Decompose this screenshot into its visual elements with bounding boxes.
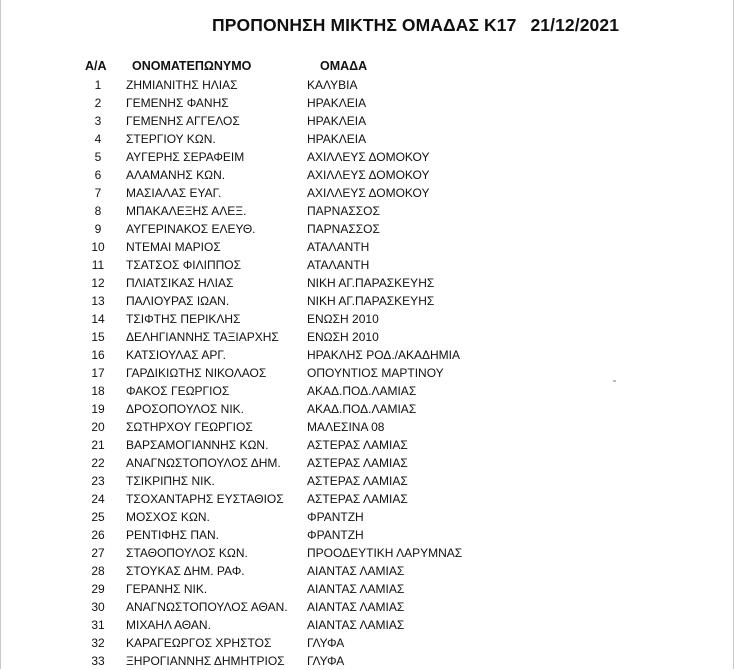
- row-number: 8: [94, 204, 102, 218]
- table-header: [0, 59, 734, 75]
- row-number: 11: [91, 258, 105, 272]
- team-name: ΓΛΥΦΑ: [307, 654, 345, 668]
- table-row: [0, 454, 734, 472]
- title-text: ΠΡΟΠΟΝΗΣΗ ΜΙΚΤΗΣ ΟΜΑΔΑΣ Κ17: [212, 15, 517, 35]
- table-row: [0, 634, 734, 652]
- table-row: [0, 598, 734, 616]
- table-row: [0, 544, 734, 562]
- scan-speck: [613, 380, 616, 382]
- team-name: ΑΚΑΔ.ΠΟΔ.ΛΑΜΙΑΣ: [307, 384, 417, 398]
- team-name: ΑΣΤΕΡΑΣ ΛΑΜΙΑΣ: [307, 492, 408, 506]
- row-number: 24: [91, 492, 105, 506]
- page-title: [212, 15, 619, 36]
- player-name: ΔΡΟΣΟΠΟΥΛΟΣ ΝΙΚ.: [126, 402, 245, 416]
- team-name: ΑΣΤΕΡΑΣ ΛΑΜΙΑΣ: [307, 438, 408, 452]
- table-row: [0, 508, 734, 526]
- row-number: 12: [91, 276, 105, 290]
- row-number: 16: [91, 348, 105, 362]
- player-name: ΦΑΚΟΣ ΓΕΩΡΓΙΟΣ: [126, 384, 230, 398]
- table-row: [0, 184, 734, 202]
- table-row: [0, 148, 734, 166]
- table-row: [0, 400, 734, 418]
- player-name: ΚΑΤΣΙΟΥΛΑΣ ΑΡΓ.: [126, 348, 227, 362]
- player-name: ΜΟΣΧΟΣ ΚΩΝ.: [126, 510, 210, 524]
- table-row: [0, 256, 734, 274]
- player-name: ΜΑΣΙΑΛΑΣ ΕΥΑΓ.: [126, 186, 222, 200]
- table-row: [0, 112, 734, 130]
- player-name: ΓΑΡΔΙΚΙΩΤΗΣ ΝΙΚΟΛΑΟΣ: [126, 366, 267, 380]
- row-number: 7: [94, 186, 102, 200]
- player-name: ΓΕΜΕΝΗΣ ΑΓΓΕΛΟΣ: [126, 114, 240, 128]
- row-number: 2: [94, 96, 102, 110]
- player-name: ΔΕΛΗΓΙΑΝΝΗΣ ΤΑΞΙΑΡΧΗΣ: [126, 330, 279, 344]
- table-row: [0, 652, 734, 670]
- row-number: 17: [91, 366, 105, 380]
- row-number: 33: [91, 654, 105, 668]
- team-name: ΠΑΡΝΑΣΣΟΣ: [307, 222, 380, 236]
- player-name: ΣΩΤΗΡΧΟΥ ΓΕΩΡΓΙΟΣ: [126, 420, 253, 434]
- team-name: ΗΡΑΚΛΕΙΑ: [307, 132, 367, 146]
- table-row: [0, 202, 734, 220]
- player-name: ΑΛΑΜΑΝΗΣ ΚΩΝ.: [126, 168, 226, 182]
- table-row: [0, 580, 734, 598]
- row-number: 23: [91, 474, 105, 488]
- player-name: ΓΕΜΕΝΗΣ ΦΑΝΗΣ: [126, 96, 229, 110]
- row-number: 4: [94, 132, 102, 146]
- team-name: ΦΡΑΝΤΖΗ: [307, 510, 364, 524]
- row-number: 5: [94, 150, 102, 164]
- table-row: [0, 238, 734, 256]
- team-name: ΑΙΑΝΤΑΣ ΛΑΜΙΑΣ: [307, 618, 405, 632]
- team-name: ΑΣΤΕΡΑΣ ΛΑΜΙΑΣ: [307, 456, 408, 470]
- row-number: 20: [91, 420, 105, 434]
- player-name: ΞΗΡΟΓΙΑΝΝΗΣ ΔΗΜΗΤΡΙΟΣ: [126, 654, 285, 668]
- table-row: [0, 292, 734, 310]
- table-row: [0, 166, 734, 184]
- row-number: 10: [91, 240, 105, 254]
- row-number: 9: [94, 222, 102, 236]
- team-name: ΑΤΑΛΑΝΤΗ: [307, 240, 370, 254]
- row-number: 29: [91, 582, 105, 596]
- row-number: 19: [91, 402, 105, 416]
- table-row: [0, 526, 734, 544]
- row-number: 13: [91, 294, 105, 308]
- player-name: ΒΑΡΣΑΜΟΓΙΑΝΝΗΣ ΚΩΝ.: [126, 438, 269, 452]
- player-name: ΤΣΑΤΣΟΣ ΦΙΛΙΠΠΟΣ: [126, 258, 242, 272]
- team-name: ΑΧΙΛΛΕΥΣ ΔΟΜΟΚΟΥ: [307, 150, 430, 164]
- table-row: [0, 382, 734, 400]
- table-row: [0, 346, 734, 364]
- player-name: ΓΕΡΑΝΗΣ ΝΙΚ.: [126, 582, 208, 596]
- team-name: ΑΙΑΝΤΑΣ ΛΑΜΙΑΣ: [307, 582, 405, 596]
- player-name: ΣΤΕΡΓΙΟΥ ΚΩΝ.: [126, 132, 216, 146]
- row-number: 14: [91, 312, 105, 326]
- team-name: ΑΚΑΔ.ΠΟΔ.ΛΑΜΙΑΣ: [307, 402, 417, 416]
- team-name: ΑΙΑΝΤΑΣ ΛΑΜΙΑΣ: [307, 600, 405, 614]
- player-name: ΑΥΓΕΡΙΝΑΚΟΣ ΕΛΕΥΘ.: [126, 222, 256, 236]
- row-number: 1: [94, 78, 102, 92]
- team-name: ΜΑΛΕΣΙΝΑ 08: [307, 420, 385, 434]
- team-name: ΝΙΚΗ ΑΓ.ΠΑΡΑΣΚΕΥΗΣ: [307, 294, 435, 308]
- row-number: 22: [91, 456, 105, 470]
- table-row: [0, 328, 734, 346]
- player-name: ΤΣΟΧΑΝΤΑΡΗΣ ΕΥΣΤΑΘΙΟΣ: [126, 492, 284, 506]
- team-name: ΗΡΑΚΛΗΣ ΡΟΔ./ΑΚΑΔΗΜΙΑ: [307, 348, 461, 362]
- header-team: ΟΜΑΔΑ: [320, 59, 368, 73]
- table-row: [0, 310, 734, 328]
- row-number: 30: [91, 600, 105, 614]
- row-number: 26: [91, 528, 105, 542]
- player-name: ΚΑΡΑΓΕΩΡΓΟΣ ΧΡΗΣΤΟΣ: [126, 636, 272, 650]
- player-name: ΠΑΛΙΟΥΡΑΣ ΙΩΑΝ.: [126, 294, 230, 308]
- team-name: ΠΡΟΟΔΕΥΤΙΚΗ ΛΑΡΥΜΝΑΣ: [307, 546, 463, 560]
- table-row: [0, 436, 734, 454]
- table-row: [0, 274, 734, 292]
- player-name: ΣΤΑΘΟΠΟΥΛΟΣ ΚΩΝ.: [126, 546, 248, 560]
- team-name: ΓΛΥΦΑ: [307, 636, 345, 650]
- player-name: ΤΣΙΚΡΙΠΗΣ ΝΙΚ.: [126, 474, 215, 488]
- table-row: [0, 220, 734, 238]
- team-name: ΚΑΛΥΒΙΑ: [307, 78, 358, 92]
- row-number: 21: [91, 438, 105, 452]
- table-row: [0, 490, 734, 508]
- player-name: ΖΗΜΙΑΝΙΤΗΣ ΗΛΙΑΣ: [126, 78, 238, 92]
- team-name: ΕΝΩΣΗ 2010: [307, 330, 379, 344]
- table-row: [0, 472, 734, 490]
- row-number: 27: [91, 546, 105, 560]
- team-name: ΗΡΑΚΛΕΙΑ: [307, 96, 367, 110]
- player-name: ΣΤΟΥΚΑΣ ΔΗΜ. ΡΑΦ.: [126, 564, 245, 578]
- row-number: 25: [91, 510, 105, 524]
- team-name: ΗΡΑΚΛΕΙΑ: [307, 114, 367, 128]
- row-number: 3: [94, 114, 102, 128]
- team-name: ΕΝΩΣΗ 2010: [307, 312, 379, 326]
- row-number: 28: [91, 564, 105, 578]
- table-row: [0, 418, 734, 436]
- row-number: 31: [91, 618, 105, 632]
- team-name: ΝΙΚΗ ΑΓ.ΠΑΡΑΣΚΕΥΗΣ: [307, 276, 435, 290]
- team-name: ΠΑΡΝΑΣΣΟΣ: [307, 204, 380, 218]
- row-number: 6: [94, 168, 102, 182]
- team-name: ΑΧΙΛΛΕΥΣ ΔΟΜΟΚΟΥ: [307, 168, 430, 182]
- table-row: [0, 562, 734, 580]
- team-name: ΑΧΙΛΛΕΥΣ ΔΟΜΟΚΟΥ: [307, 186, 430, 200]
- player-name: ΑΝΑΓΝΩΣΤΟΠΟΥΛΟΣ ΑΘΑΝ.: [126, 600, 288, 614]
- table-row: [0, 94, 734, 112]
- table-row: [0, 364, 734, 382]
- team-name: ΦΡΑΝΤΖΗ: [307, 528, 364, 542]
- player-name: ΠΛΙΑΤΣΙΚΑΣ ΗΛΙΑΣ: [126, 276, 234, 290]
- table-row: [0, 616, 734, 634]
- player-name: ΜΠΑΚΑΛΕΞΗΣ ΑΛΕΞ.: [126, 204, 247, 218]
- player-name: ΤΣΙΦΤΗΣ ΠΕΡΙΚΛΗΣ: [126, 312, 241, 326]
- team-name: ΑΣΤΕΡΑΣ ΛΑΜΙΑΣ: [307, 474, 408, 488]
- player-name: ΑΝΑΓΝΩΣΤΟΠΟΥΛΟΣ ΔΗΜ.: [126, 456, 281, 470]
- team-name: ΟΠΟΥΝΤΙΟΣ ΜΑΡΤΙΝΟΥ: [307, 366, 444, 380]
- player-name: ΑΥΓΕΡΗΣ ΣΕΡΑΦΕΙΜ: [126, 150, 245, 164]
- header-num: Α/Α: [85, 59, 107, 73]
- player-name: ΜΙΧΑΗΛ ΑΘΑΝ.: [126, 618, 211, 632]
- player-name: ΡΕΝΤΙΦΗΣ ΠΑΝ.: [126, 528, 219, 542]
- row-number: 32: [91, 636, 105, 650]
- row-number: 18: [91, 384, 105, 398]
- team-name: ΑΙΑΝΤΑΣ ΛΑΜΙΑΣ: [307, 564, 405, 578]
- table-row: [0, 76, 734, 94]
- table-row: [0, 130, 734, 148]
- title-date: 21/12/2021: [530, 15, 620, 35]
- header-name: ΟΝΟΜΑΤΕΠΩΝΥΜΟ: [132, 59, 252, 73]
- team-name: ΑΤΑΛΑΝΤΗ: [307, 258, 370, 272]
- player-name: ΝΤΕΜΑΙ ΜΑΡΙΟΣ: [126, 240, 221, 254]
- roster-table: [0, 76, 734, 670]
- row-number: 15: [91, 330, 105, 344]
